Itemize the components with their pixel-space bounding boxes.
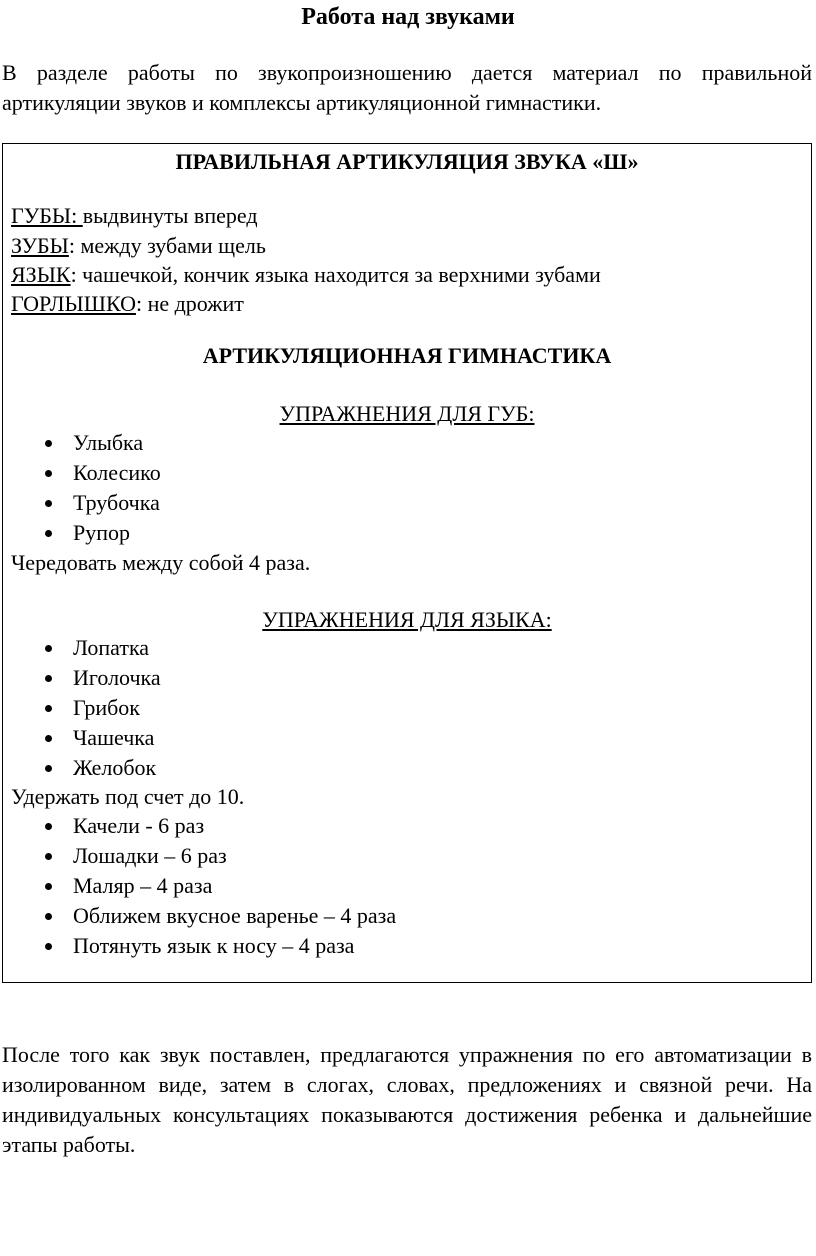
articulation-label: ГОРЛЫШКО: [11, 291, 136, 316]
articulation-text: выдвинуты вперед: [82, 203, 258, 228]
lips-exercises-heading: УПРАЖНЕНИЯ ДЛЯ ГУБ:: [279, 401, 535, 426]
articulation-text: : чашечкой, кончик языка находится за верхними зубами: [70, 262, 601, 287]
list-item: Маляр – 4 раза: [3, 871, 396, 901]
page-title: Работа над звуками: [301, 4, 515, 30]
list-item: Качели - 6 раз: [3, 811, 396, 841]
tongue-note: Удержать под счет до 10.: [11, 784, 245, 809]
articulation-label: ЗУБЫ: [11, 233, 69, 258]
tongue-exercise-list: [3, 633, 161, 783]
list-item: Грибок: [3, 693, 161, 723]
list-item: Иголочка: [3, 663, 161, 693]
list-item: Потянуть язык к носу – 4 раза: [3, 931, 396, 961]
list-item: Лошадки – 6 раз: [3, 841, 396, 871]
list-item: Оближем вкусное варенье – 4 раза: [3, 901, 396, 931]
list-item: Колесико: [3, 458, 161, 488]
list-item: Желобок: [3, 753, 161, 783]
articulation-text: : не дрожит: [135, 291, 244, 316]
intro-paragraph: В разделе работы по звукопроизношению дается материал по правильной артикуляции звуков и комплексы артикуляционной гимнастики.: [2, 60, 812, 115]
articulation-box: [2, 143, 812, 983]
articulation-line-teeth: [11, 231, 266, 261]
list-item: Рупор: [3, 518, 161, 548]
articulation-label: ЯЗЫК: [11, 262, 71, 287]
lips-exercise-list: [3, 428, 161, 548]
list-item: Трубочка: [3, 488, 161, 518]
extra-exercise-list: [3, 811, 396, 961]
articulation-line-throat: [11, 289, 244, 319]
list-item: Лопатка: [3, 633, 161, 663]
outro-paragraph: После того как звук поставлен, предлагаются упражнения по его автоматизации в изолированном виде, затем в слогах, словах, предложениях и связной речи. На индивидуальных консультациях показываются достижения ребенка и дальнейшие этапы работы.: [2, 1042, 812, 1157]
list-item: Чашечка: [3, 723, 161, 753]
list-item: Улыбка: [3, 428, 161, 458]
lips-note: Чередовать между собой 4 раза.: [11, 550, 311, 575]
articulation-heading: ПРАВИЛЬНАЯ АРТИКУЛЯЦИЯ ЗВУКА «Ш»: [175, 149, 639, 174]
articulation-text: : между зубами щель: [68, 233, 266, 258]
articulation-line-lips: [11, 201, 258, 231]
tongue-exercises-heading: УПРАЖНЕНИЯ ДЛЯ ЯЗЫКА:: [262, 607, 552, 632]
articulation-label: ГУБЫ:: [11, 203, 83, 228]
gymnastics-heading: АРТИКУЛЯЦИОННАЯ ГИМНАСТИКА: [202, 343, 612, 368]
articulation-line-tongue: [11, 260, 601, 290]
